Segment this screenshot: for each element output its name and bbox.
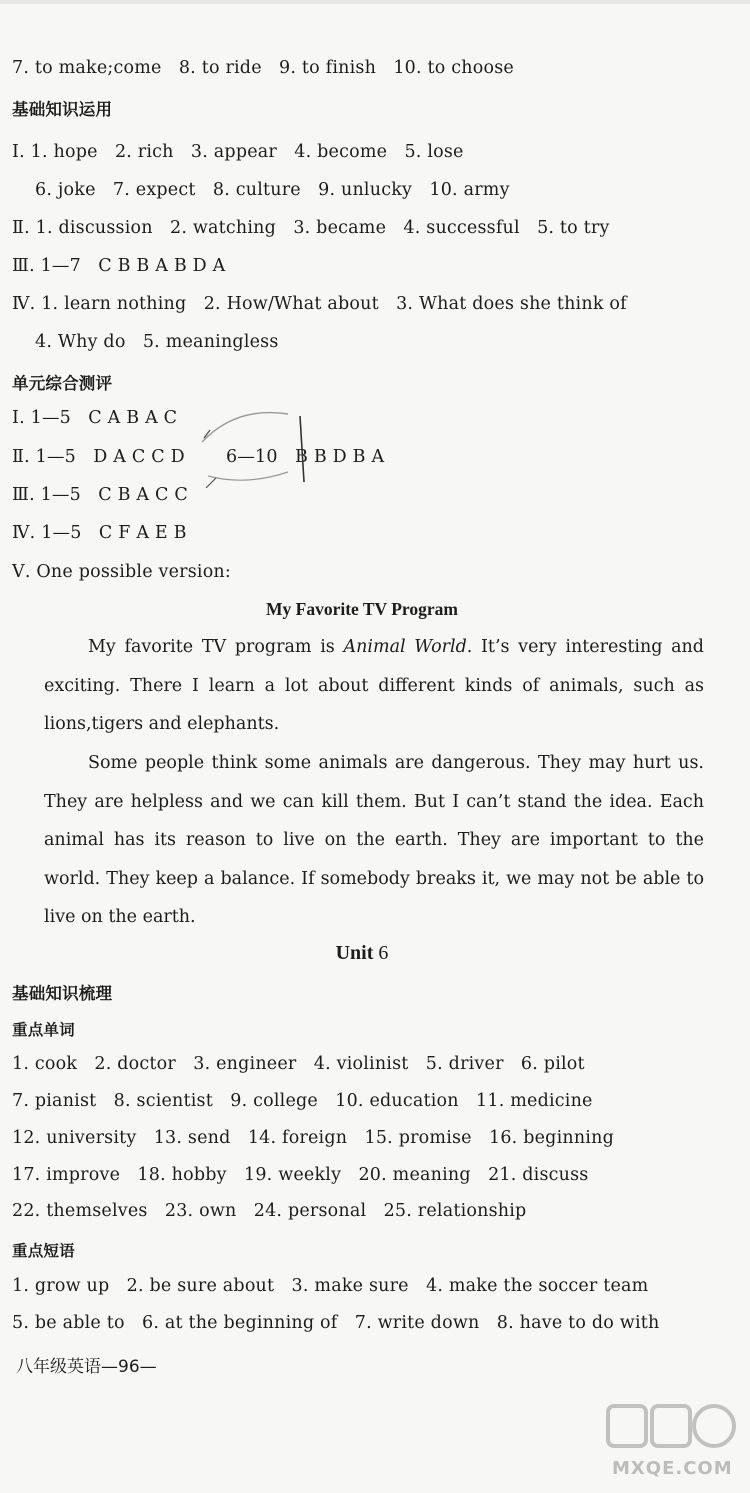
- watermark-text: MXQE.COM: [612, 1458, 733, 1479]
- answer-line: Ⅱ. 1—5 D A C C D: [12, 447, 185, 467]
- subheading-words: 重点单词: [12, 1021, 75, 1039]
- answer-line: 4. Why do 5. meaningless: [12, 332, 279, 352]
- answer-line: Ⅰ. 1—5 C A B A C: [12, 408, 178, 428]
- answer-line: Ⅱ. 1. discussion 2. watching 3. became 4. successful 5. to try: [12, 218, 610, 238]
- answer-line-cont: 6—10 B B D B A: [226, 447, 385, 467]
- program-name: Animal World: [343, 637, 467, 657]
- essay-text: My favorite TV program is: [88, 637, 344, 657]
- answer-line: Ⅰ. 1. hope 2. rich 3. appear 4. become 5. lose: [12, 142, 464, 162]
- phrase-line: 1. grow up 2. be sure about 3. make sure 4. make the soccer team: [12, 1276, 649, 1296]
- word-line: 7. pianist 8. scientist 9. college 10. education 11. medicine: [12, 1091, 593, 1111]
- unit-heading: [12, 942, 712, 965]
- section-heading-knowledge: 基础知识梳理: [12, 984, 113, 1003]
- essay-text: . It’s very interesting and exciting. There I learn a lot about different kinds of animals, such as lions,tigers and elephants.: [44, 637, 705, 735]
- word-line: 17. improve 18. hobby 19. weekly 20. meaning 21. discuss: [12, 1165, 589, 1185]
- page-footer: 八年级英语—96—: [16, 1357, 157, 1377]
- word-line: 12. university 13. send 14. foreign 15. promise 16. beginning: [12, 1128, 614, 1148]
- answer-line: Ⅳ. 1. learn nothing 2. How/What about 3. What does she think of: [12, 294, 627, 314]
- pencil-mark-icon: [196, 402, 314, 488]
- word-line: 1. cook 2. doctor 3. engineer 4. violinist 5. driver 6. pilot: [12, 1054, 585, 1074]
- answer-line: Ⅳ. 1—5 C F A E B: [12, 523, 187, 543]
- answer-line: Ⅲ. 1—7 C B B A B D A: [12, 256, 226, 276]
- section-heading-test: 单元综合测评: [12, 374, 113, 393]
- subheading-phrases: 重点短语: [12, 1242, 75, 1260]
- unit-number: 6: [378, 942, 389, 964]
- essay-paragraph-1: [44, 628, 704, 744]
- unit-label: Unit: [335, 942, 374, 964]
- answer-line: Ⅲ. 1—5 C B A C C: [12, 485, 188, 505]
- section-heading-apply: 基础知识运用: [12, 100, 113, 119]
- scan-edge: [0, 0, 750, 4]
- answer-line: Ⅴ. One possible version:: [12, 562, 232, 582]
- word-line: 22. themselves 23. own 24. personal 25. relationship: [12, 1201, 527, 1221]
- essay-title: My Favorite TV Program: [266, 599, 458, 619]
- phrase-line: 5. be able to 6. at the beginning of 7. write down 8. have to do with: [12, 1313, 660, 1333]
- answer-line: 6. joke 7. expect 8. culture 9. unlucky 10. army: [12, 180, 510, 200]
- answer-line: 7. to make;come 8. to ride 9. to finish 10. to choose: [12, 58, 514, 78]
- essay-paragraph-2: Some people think some animals are dangerous. They may hurt us. They are helpless and we can kill them. But I can’t stand the idea. Each animal has its reason to live on the earth. They are important to the world. They keep a balance. If somebody breaks it, we may not be able to live on the earth.: [44, 753, 704, 928]
